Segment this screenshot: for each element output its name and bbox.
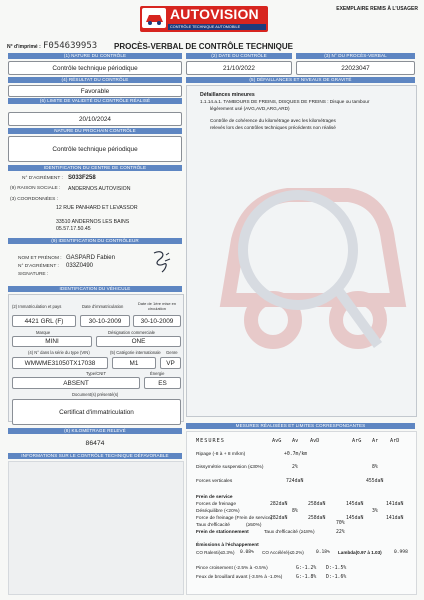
- force-total-3: 145daN: [346, 516, 364, 521]
- center-raison-label: (9) RAISON SOCIALE :: [10, 186, 61, 191]
- efficiency-value: 70%: [336, 521, 345, 526]
- forces-ar: 455daN: [366, 479, 384, 484]
- lambda-label: Lambda(0.97 à 1.03): [338, 550, 382, 555]
- section-unfavorable-bar: INFORMATIONS SUR LE CONTRÔLE TECHNIQUE DÉFAVORABLE: [8, 453, 182, 459]
- col-ar: Ar: [372, 438, 379, 444]
- center-street: 12 RUE PANHARD ET LEVASSOR: [56, 205, 138, 211]
- defect-note-1: Contrôle de cohérence du kilométrage avec les kilométrages: [210, 118, 336, 123]
- unfavorable-panel: [8, 461, 184, 595]
- force-total-4: 141daN: [386, 516, 404, 521]
- forces-label: Forces verticales: [196, 479, 233, 484]
- parking-limit: Taux d'efficacité (≥18%): [264, 530, 315, 535]
- deseq-ar: 3%: [372, 509, 378, 514]
- mileage-value: 86474: [85, 440, 105, 447]
- center-city: 33510 ANDERNOS LES BAINS: [56, 219, 130, 225]
- dissym-ar: 8%: [372, 465, 378, 470]
- brand-subtitle: CONTRÔLE TECHNIQUE AUTOMOBILE: [170, 25, 241, 29]
- date-value: 21/10/2022: [186, 61, 292, 75]
- pince-label: Pince croisement (-2.5% à -0.5%): [196, 566, 268, 571]
- brake-force-label: Forces de freinage: [196, 502, 236, 507]
- category-label: (5) Catégorie internationale: [110, 350, 161, 355]
- measures-heading: MESURES: [196, 438, 225, 444]
- vin-value: WMWME31050TX17038: [12, 357, 108, 369]
- signature-image: [150, 249, 172, 275]
- co-acc-value: 0.18%: [316, 550, 330, 555]
- brake-f1: 282daN: [270, 502, 288, 507]
- center-coord-label: (3) COORDONNÉES :: [10, 197, 58, 202]
- col-avd: AvD: [310, 438, 320, 444]
- brake-title: Frein de service: [196, 495, 233, 500]
- co-acc-label: CO Accéléré(≤0.2%): [262, 550, 304, 555]
- col-av: Av: [292, 438, 299, 444]
- force-total-1: 282daN: [270, 516, 288, 521]
- efficiency-limit: (≥50%): [246, 523, 262, 528]
- fog-d: D:-1.6%: [326, 575, 347, 580]
- inspector-agrement-label: N° D'AGRÉMENT :: [18, 264, 59, 269]
- center-agrement-label: N° D'AGRÉMENT :: [22, 176, 63, 181]
- pv-number-value: 22023047: [296, 61, 415, 75]
- pince-g: G:-1.2%: [296, 566, 317, 571]
- section-date-bar: (2) DATE DU CONTRÔLE: [186, 53, 292, 59]
- document-title: PROCÈS-VERBAL DE CONTRÔLE TECHNIQUE: [114, 42, 293, 51]
- model-label: Désignation commerciale: [108, 330, 156, 335]
- parking-label: Frein de stationnement: [196, 530, 249, 535]
- nature-value: Contrôle technique périodique: [8, 61, 182, 75]
- section-vehicle-bar: IDENTIFICATION DU VÉHICULE: [8, 286, 182, 292]
- pince-d: D:-1.5%: [326, 566, 347, 571]
- energy-value: ES: [144, 377, 181, 389]
- dissym-label: Dissymétrie suspension (≤30%): [196, 465, 264, 470]
- first-circ-value: 30-10-2009: [133, 315, 181, 327]
- inspector-name: GASPARD Fabien: [66, 255, 115, 261]
- vehicle-first-label: Date d'immatriculation: [82, 304, 124, 309]
- force-total-2: 258daN: [308, 516, 326, 521]
- signature-label: SIGNATURE :: [18, 272, 49, 277]
- ripage-value: +0.7m/km: [284, 452, 308, 457]
- fog-label: Feux de brouillard avant (-3.5% à -1.0%): [196, 575, 283, 580]
- genre-label: Genre: [166, 350, 178, 355]
- lambda-value: 0.998: [394, 550, 408, 555]
- co-idle-label: CO Ralenti(≤0.3%): [196, 550, 235, 555]
- deseq-av: 8%: [292, 509, 298, 514]
- inspector-name-label: NOM ET PRÉNOM :: [18, 256, 62, 261]
- section-pv-bar: (3) N° DU PROCÈS-VERBAL: [296, 53, 415, 59]
- section-nature-bar: (1) NATURE DU CONTRÔLE: [8, 53, 182, 59]
- co-idle-value: 0.08%: [240, 550, 254, 555]
- vehicle-firstcirc-label: Date de 1ère mise en circulation: [137, 301, 177, 311]
- force-total-label: Force de freinage (Frein de service): [196, 516, 273, 521]
- inspector-agrement: 033Z0490: [66, 263, 94, 269]
- section-inspector-bar: (9) IDENTIFICATION DU CONTRÔLEUR: [8, 238, 182, 244]
- first-date-value: 30-10-2009: [80, 315, 130, 327]
- vin-label: (4) N° dans la série du type (VIN): [28, 350, 90, 355]
- section-result-bar: (4) RÉSULTAT DU CONTRÔLE: [8, 77, 182, 83]
- forces-av: 724daN: [286, 479, 304, 484]
- efficiency-label: Taux d'efficacité: [196, 523, 230, 528]
- section-mileage-bar: (8) KILOMÉTRAGE RELEVÉ: [8, 428, 182, 434]
- brake-f2: 258daN: [308, 502, 326, 507]
- deseq-label: Déséquilibre (<20%): [196, 509, 240, 514]
- immat-value: 4421 GRL (F): [12, 315, 76, 327]
- section-center-bar: IDENTIFICATION DU CENTRE DE CONTRÔLE: [8, 165, 182, 171]
- ripage-label: Ripage (-8 à + 8 m/km): [196, 452, 246, 457]
- center-phone: 05.57.17.50.45: [56, 226, 91, 232]
- result-value: Favorable: [8, 85, 182, 97]
- type-label: Type/CNIT: [86, 371, 107, 376]
- next-nature-value: Contrôle technique périodique: [8, 136, 182, 162]
- defect-line-1: 1.1.14.a.1. TAMBOURS DE FREINS, DISQUES DE FREINS : Disque ou tambour: [200, 99, 370, 104]
- emissions-title: Émissions à l'échappement: [196, 543, 259, 548]
- doc-value: Certificat d'immatriculation: [12, 399, 181, 425]
- doc-label: Document(s) présenté(s): [72, 392, 119, 397]
- watermark-car-icon: [198, 130, 408, 380]
- copy-label: EXEMPLAIRE REMIS À L'USAGER: [336, 6, 418, 12]
- col-arg: ArG: [352, 438, 362, 444]
- col-ard: ArD: [390, 438, 400, 444]
- defect-note-2: relevés lors des contrôles techniques précédents non réalisé: [210, 125, 336, 130]
- brake-f3: 145daN: [346, 502, 364, 507]
- section-next-bar: NATURE DU PROCHAIN CONTRÔLE: [8, 128, 182, 134]
- print-number: F054639953: [43, 41, 98, 51]
- genre-value: VP: [160, 357, 181, 369]
- validity-value: 20/10/2024: [8, 112, 182, 126]
- section-defects-bar: (5) DÉFAILLANCES ET NIVEAUX DE GRAVITÉ: [186, 77, 415, 83]
- defects-heading: Défaillances mineures: [200, 92, 255, 98]
- brand-label: Marque: [36, 330, 51, 335]
- dissym-av: 2%: [292, 465, 298, 470]
- vehicle-immat-label: (2) Immatriculation et pays: [12, 304, 62, 309]
- type-value: ABSENT: [12, 377, 140, 389]
- defect-line-2: légèrement usé (AVG,AVD,ARG,ARD): [210, 106, 290, 111]
- section-measures-bar: MESURES RÉALISÉES ET LIMITES CORRESPONDANTES: [186, 423, 415, 429]
- energy-label: Énergie: [150, 371, 165, 376]
- category-value: M1: [112, 357, 156, 369]
- brake-f4: 141daN: [386, 502, 404, 507]
- col-avg: AvG: [272, 438, 282, 444]
- center-agrement: S033F258: [68, 175, 96, 181]
- model-value: ONE: [96, 336, 181, 347]
- section-validity-bar: (6) LIMITE DE VALIDITÉ DU CONTRÔLE RÉALISÉ: [8, 98, 182, 104]
- center-raison: ANDERNOS AUTOVISION: [68, 186, 131, 192]
- brand-name: AUTOVISION: [170, 6, 259, 22]
- fog-g: G:-1.8%: [296, 575, 317, 580]
- print-number-label: N° d'imprimé :: [7, 44, 41, 50]
- parking-value: 22%: [336, 530, 345, 535]
- brand-value: MINI: [12, 336, 92, 347]
